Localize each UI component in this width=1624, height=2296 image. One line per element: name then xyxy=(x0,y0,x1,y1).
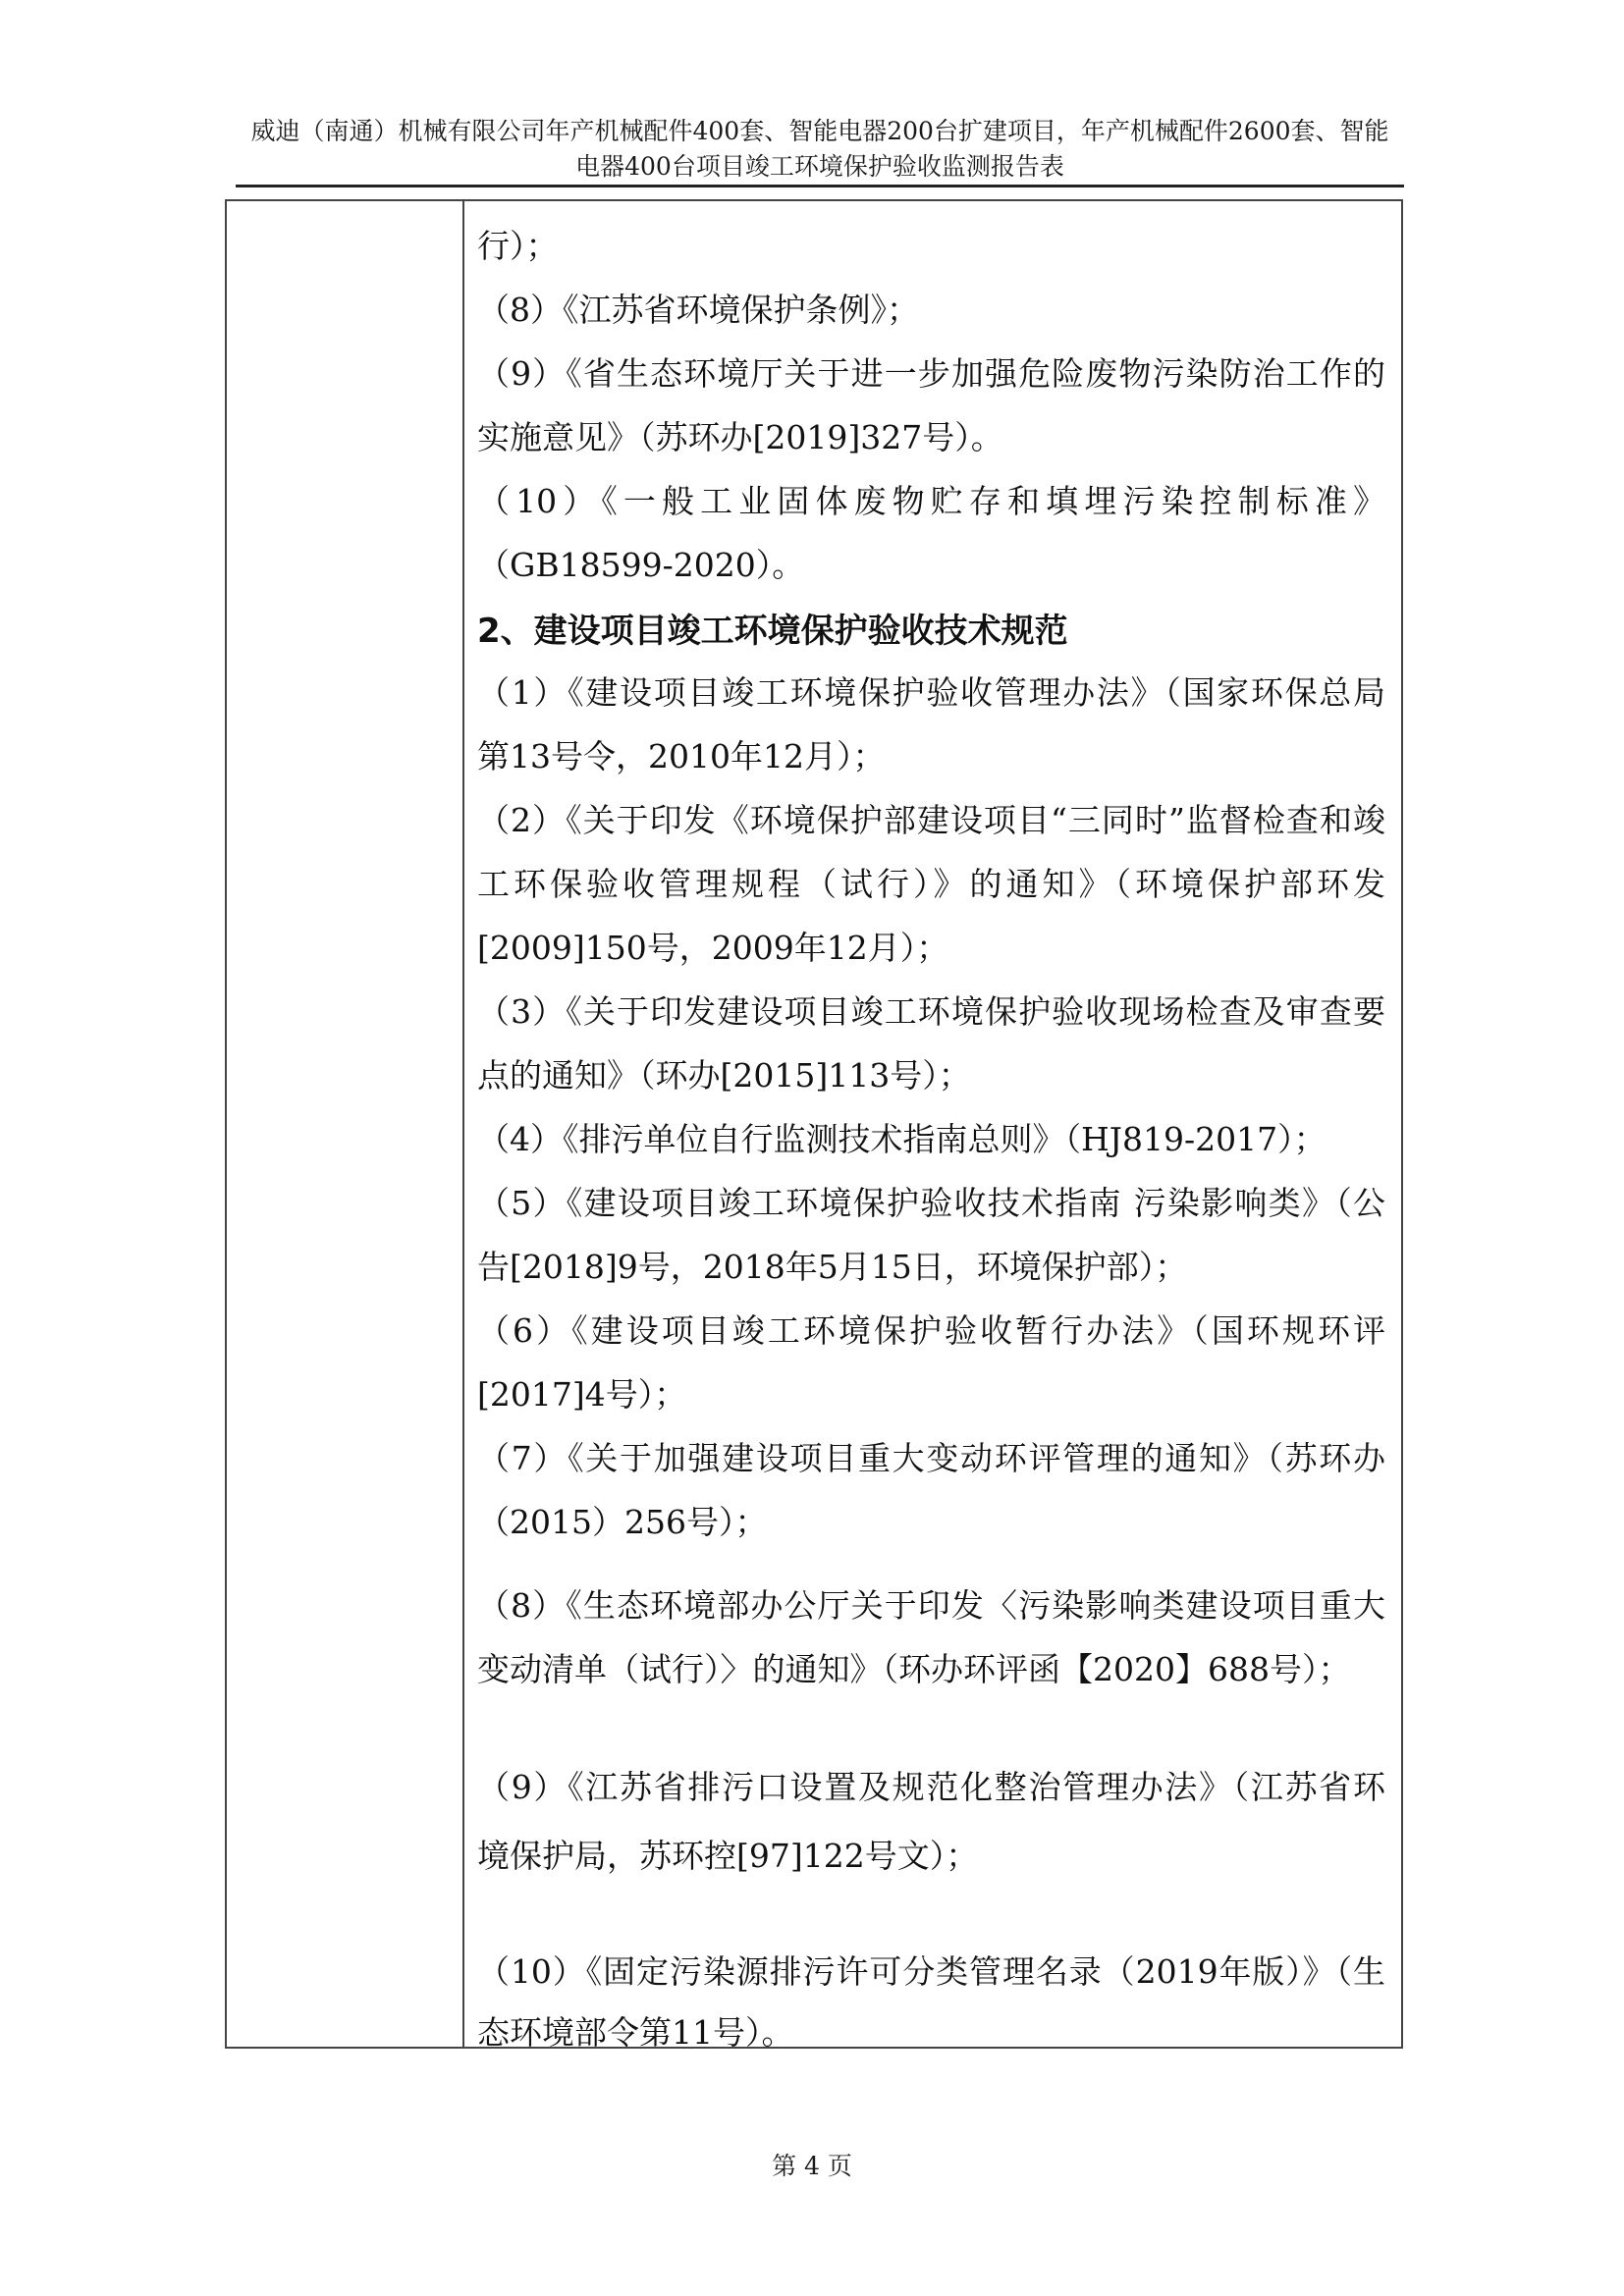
text-line: （5）《建设项目竣工环境保护验收技术指南 污染影响类》（公 xyxy=(477,1184,1385,1222)
text-line: （4）《排污单位自行监测技术指南总则》（HJ819-2017）； xyxy=(477,1120,1326,1158)
text-line: （1）《建设项目竣工环境保护验收管理办法》（国家环保总局 xyxy=(477,673,1385,712)
column-divider xyxy=(462,201,464,2047)
text-line: （10）《固定污染源排污许可分类管理名录（2019年版）》（生 xyxy=(477,1952,1385,1991)
text-line: [2009]150号，2009年12月）； xyxy=(477,929,949,967)
text-line: 第13号令，2010年12月）； xyxy=(477,737,886,775)
text-line: 态环境部令第11号）。 xyxy=(477,2013,794,2052)
text-line: 境保护局，苏环控[97]122号文）； xyxy=(477,1837,979,1875)
text-line: 变动清单（试行）〉的通知》（环办环评函【2020】688号）； xyxy=(477,1650,1351,1688)
text-line: 点的通知》（环办[2015]113号）； xyxy=(477,1056,971,1095)
text-line: （GB18599-2020）。 xyxy=(477,546,805,584)
text-line: 实施意见》（苏环办[2019]327号）。 xyxy=(477,418,1003,456)
text-line: （6）《建设项目竣工环境保护验收暂行办法》（国环规环评 xyxy=(477,1311,1385,1350)
text-line: 行）； xyxy=(477,227,559,265)
report-header xyxy=(236,114,1404,185)
text-line: （8）《生态环境部办公厅关于印发〈污染影响类建设项目重大 xyxy=(477,1586,1385,1625)
text-line: （9）《省生态环境厅关于进一步加强危险废物污染防治工作的 xyxy=(477,354,1385,393)
report-title-line-2: 电器400台项目竣工环境保护验收监测报告表 xyxy=(575,152,1064,181)
text-line: 工环保验收管理规程（试行）》的通知》（环境保护部环发 xyxy=(477,865,1385,903)
text-line: （10）《一般工业固体废物贮存和填埋污染控制标准》 xyxy=(477,482,1385,520)
section-heading: 2、建设项目竣工环境保护验收技术规范 xyxy=(477,612,1068,651)
text-line: [2017]4号）； xyxy=(477,1375,687,1414)
regulations-cell xyxy=(477,201,1385,2052)
text-line: （3）《关于印发建设项目竣工环境保护验收现场检查及审查要 xyxy=(477,992,1385,1031)
text-line: （2015）256号）； xyxy=(477,1503,768,1541)
header-divider xyxy=(236,185,1404,187)
text-line: （8）《江苏省环境保护条例》； xyxy=(477,291,919,329)
text-line: 告[2018]9号，2018年5月15日，环境保护部）； xyxy=(477,1248,1188,1286)
page-number: 第 4 页 xyxy=(772,2152,852,2180)
content-table xyxy=(225,199,1403,2052)
text-line: （7）《关于加强建设项目重大变动环评管理的通知》（苏环办 xyxy=(477,1439,1385,1477)
text-line: （2）《关于印发《环境保护部建设项目“三同时”监督检查和竣 xyxy=(477,801,1385,839)
report-title-line-1: 威迪（南通）机械有限公司年产机械配件400套、智能电器200台扩建项目，年产机械配件2600套、智能 xyxy=(250,117,1389,145)
text-line: （9）《江苏省排污口设置及规范化整治管理办法》（江苏省环 xyxy=(477,1768,1385,1806)
